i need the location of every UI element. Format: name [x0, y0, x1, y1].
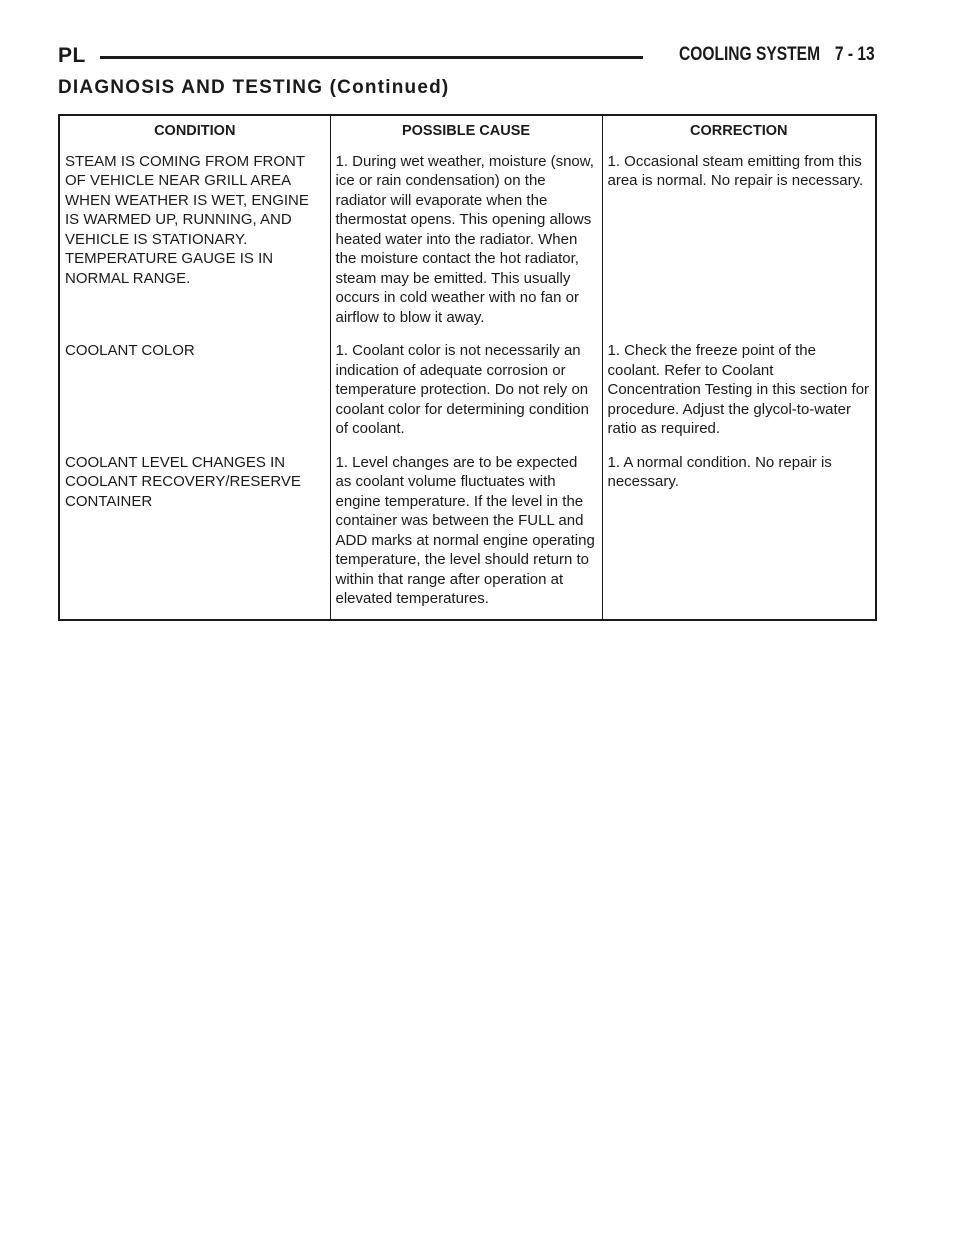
diagnosis-table [58, 114, 877, 621]
condition-text: STEAM IS COMING FROM FRONT OF VEHICLE NEAR GRILL AREA WHEN WEATHER IS WET, ENGINE IS WARMED UP, RUNNING, AND VEHICLE IS STATIONARY. TEMPERATURE GAUGE IS IN NORMAL RANGE. [65, 152, 309, 287]
table-row [59, 337, 876, 449]
cause-text: 1. Coolant color is not necessarily an indication of adequate corrosion or temperature protection. Do not rely on coolant color for determining condition of coolant. [335, 342, 589, 437]
condition-cell [59, 150, 330, 338]
header-section-info [679, 44, 875, 66]
column-header-condition: CONDITION [154, 123, 236, 139]
table-row [59, 150, 876, 338]
manual-code: PL [58, 44, 86, 67]
correction-text: 1. Occasional steam emitting from this area is normal. No repair is necessary. [607, 152, 864, 189]
correction-cell [602, 150, 876, 338]
correction-text: 1. A normal condition. No repair is necessary. [607, 453, 832, 490]
cause-cell [330, 337, 602, 449]
table-row [59, 449, 876, 620]
condition-text: COOLANT LEVEL CHANGES IN COOLANT RECOVERY/RESERVE CONTAINER [65, 453, 301, 510]
correction-text: 1. Check the freeze point of the coolant. Refer to Coolant Concentration Testing in this section for procedure. Adjust the glycol-to-water ratio as required. [607, 342, 870, 437]
column-header-correction: CORRECTION [602, 115, 876, 150]
page-header [58, 40, 875, 74]
cause-text: 1. Level changes are to be expected as coolant volume fluctuates with engine temperature. If the level in the container was between the FULL and ADD marks at normal engine operating temperature, the level should return to within that range after operation at elevated temperatures. [335, 453, 595, 607]
cause-cell [330, 150, 602, 338]
section-title: DIAGNOSIS AND TESTING (Continued) [58, 77, 450, 98]
column-header-possible-cause: POSSIBLE CAUSE [330, 115, 602, 150]
cause-text: 1. During wet weather, moisture (snow, ice or rain condensation) on the radiator will evaporate when the thermostat opens. This opening allows heated water into the radiator. When the moisture contact the hot radiator, steam may be emitted. This usually occurs in cold weather with no fan or airflow to blow it away. [335, 152, 594, 326]
correction-cell [602, 449, 876, 620]
page-number: 7 - 13 [835, 44, 875, 65]
cause-cell [330, 449, 602, 620]
section-name: COOLING SYSTEM [679, 44, 821, 65]
condition-cell [59, 449, 330, 620]
condition-cell [59, 337, 330, 449]
condition-text: COOLANT COLOR [65, 342, 195, 359]
table-header-row [59, 115, 876, 150]
correction-cell [602, 337, 876, 449]
header-rule [100, 56, 643, 59]
